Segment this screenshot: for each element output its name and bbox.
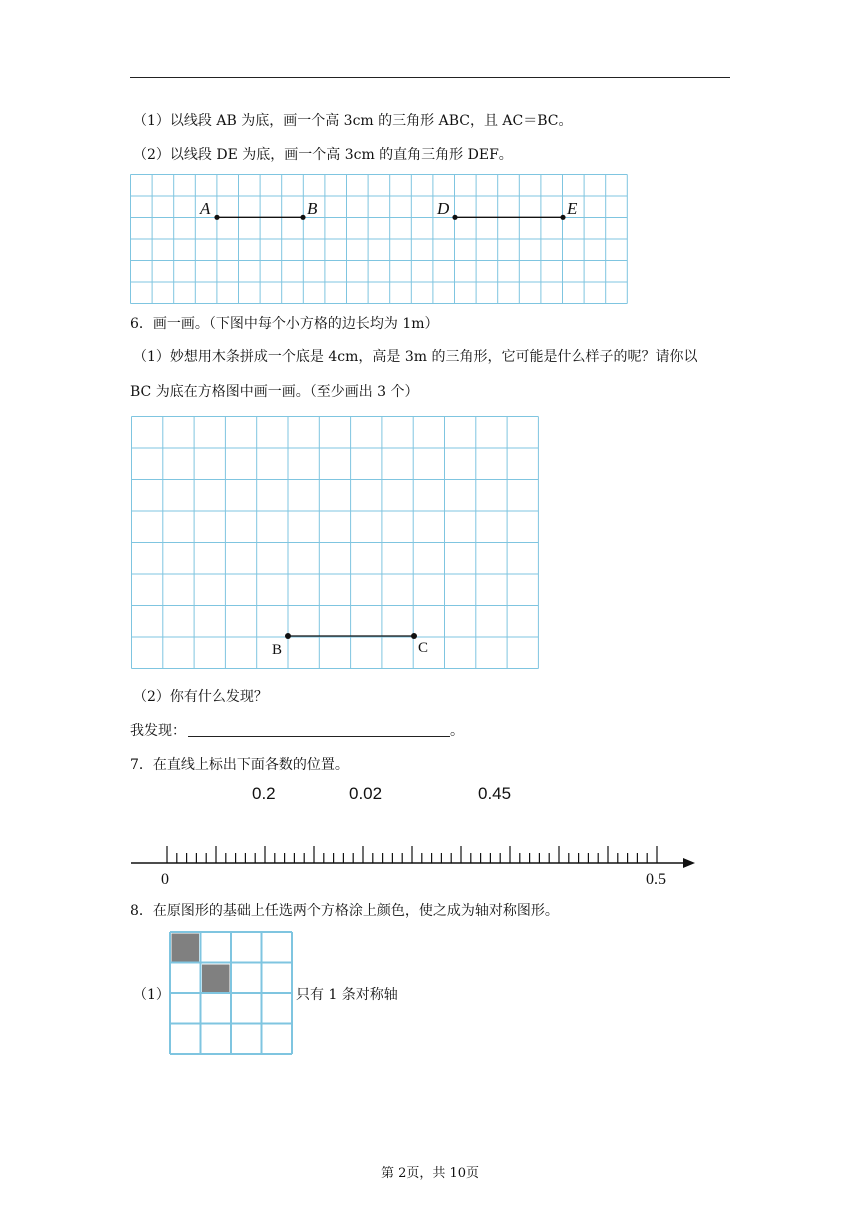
q7-title: 7．在直线上标出下面各数的位置。 <box>130 757 349 773</box>
q6-title: 6．画一画。（下图中每个小方格的边长均为 1m） <box>130 316 439 332</box>
axis-label-start: 0 <box>161 871 169 888</box>
number-line[interactable] <box>125 836 705 890</box>
label-b: B <box>307 199 318 218</box>
axis-ticks <box>167 846 657 863</box>
q6-part2-text: （2）你有什么发现？ <box>133 689 268 705</box>
shaded-cell <box>202 965 230 993</box>
q5-part2-text: （2）以线段 DE 为底，画一个高 3cm 的直角三角形 DEF。 <box>133 147 513 163</box>
header-rule <box>130 77 730 78</box>
q5-grid-figure[interactable] <box>130 174 628 304</box>
point-b <box>300 215 305 220</box>
answer-prefix: 我发现： <box>130 723 186 739</box>
number-0-2: 0.2 <box>252 784 276 803</box>
point-d <box>452 215 457 220</box>
number-0-45: 0.45 <box>478 784 512 803</box>
label-b: B <box>272 642 283 658</box>
point-b <box>285 633 291 639</box>
q8-grid-figure[interactable] <box>169 931 294 1056</box>
q6-part1-line2: BC 为底在方格图中画一画。（至少画出 3 个） <box>130 384 419 400</box>
label-c: C <box>418 640 429 656</box>
q5-part1-text: （1）以线段 AB 为底，画一个高 3cm 的三角形 ABC，且 AC＝BC。 <box>133 113 573 129</box>
answer-suffix: 。 <box>450 723 464 739</box>
q6-part1-line1: （1）妙想用木条拼成一个底是 4cm，高是 3m 的三角形，它可能是什么样子的呢？请你以 <box>133 349 698 365</box>
label-a: A <box>200 199 211 218</box>
answer-blank[interactable] <box>188 722 450 737</box>
q6-grid-figure[interactable] <box>131 416 539 669</box>
q5-grid <box>131 175 628 304</box>
shaded-cell <box>172 934 200 962</box>
q8-part-label: （1） <box>133 987 170 1003</box>
point-a <box>214 215 219 220</box>
point-c <box>411 633 417 639</box>
axis-label-end: 0.5 <box>646 871 666 888</box>
axis-arrow <box>683 858 695 868</box>
number-0-02: 0.02 <box>349 784 383 803</box>
q6-grid <box>132 417 539 669</box>
label-d: D <box>437 199 450 218</box>
point-e <box>560 215 565 220</box>
label-e: E <box>567 199 578 218</box>
q8-title: 8．在原图形的基础上任选两个方格涂上颜色，使之成为轴对称图形。 <box>130 903 559 919</box>
q6-answer-line <box>130 721 464 741</box>
page-footer: 第 2页，共 10页 <box>380 1166 480 1181</box>
q8-caption: 只有 1 条对称轴 <box>296 987 398 1003</box>
